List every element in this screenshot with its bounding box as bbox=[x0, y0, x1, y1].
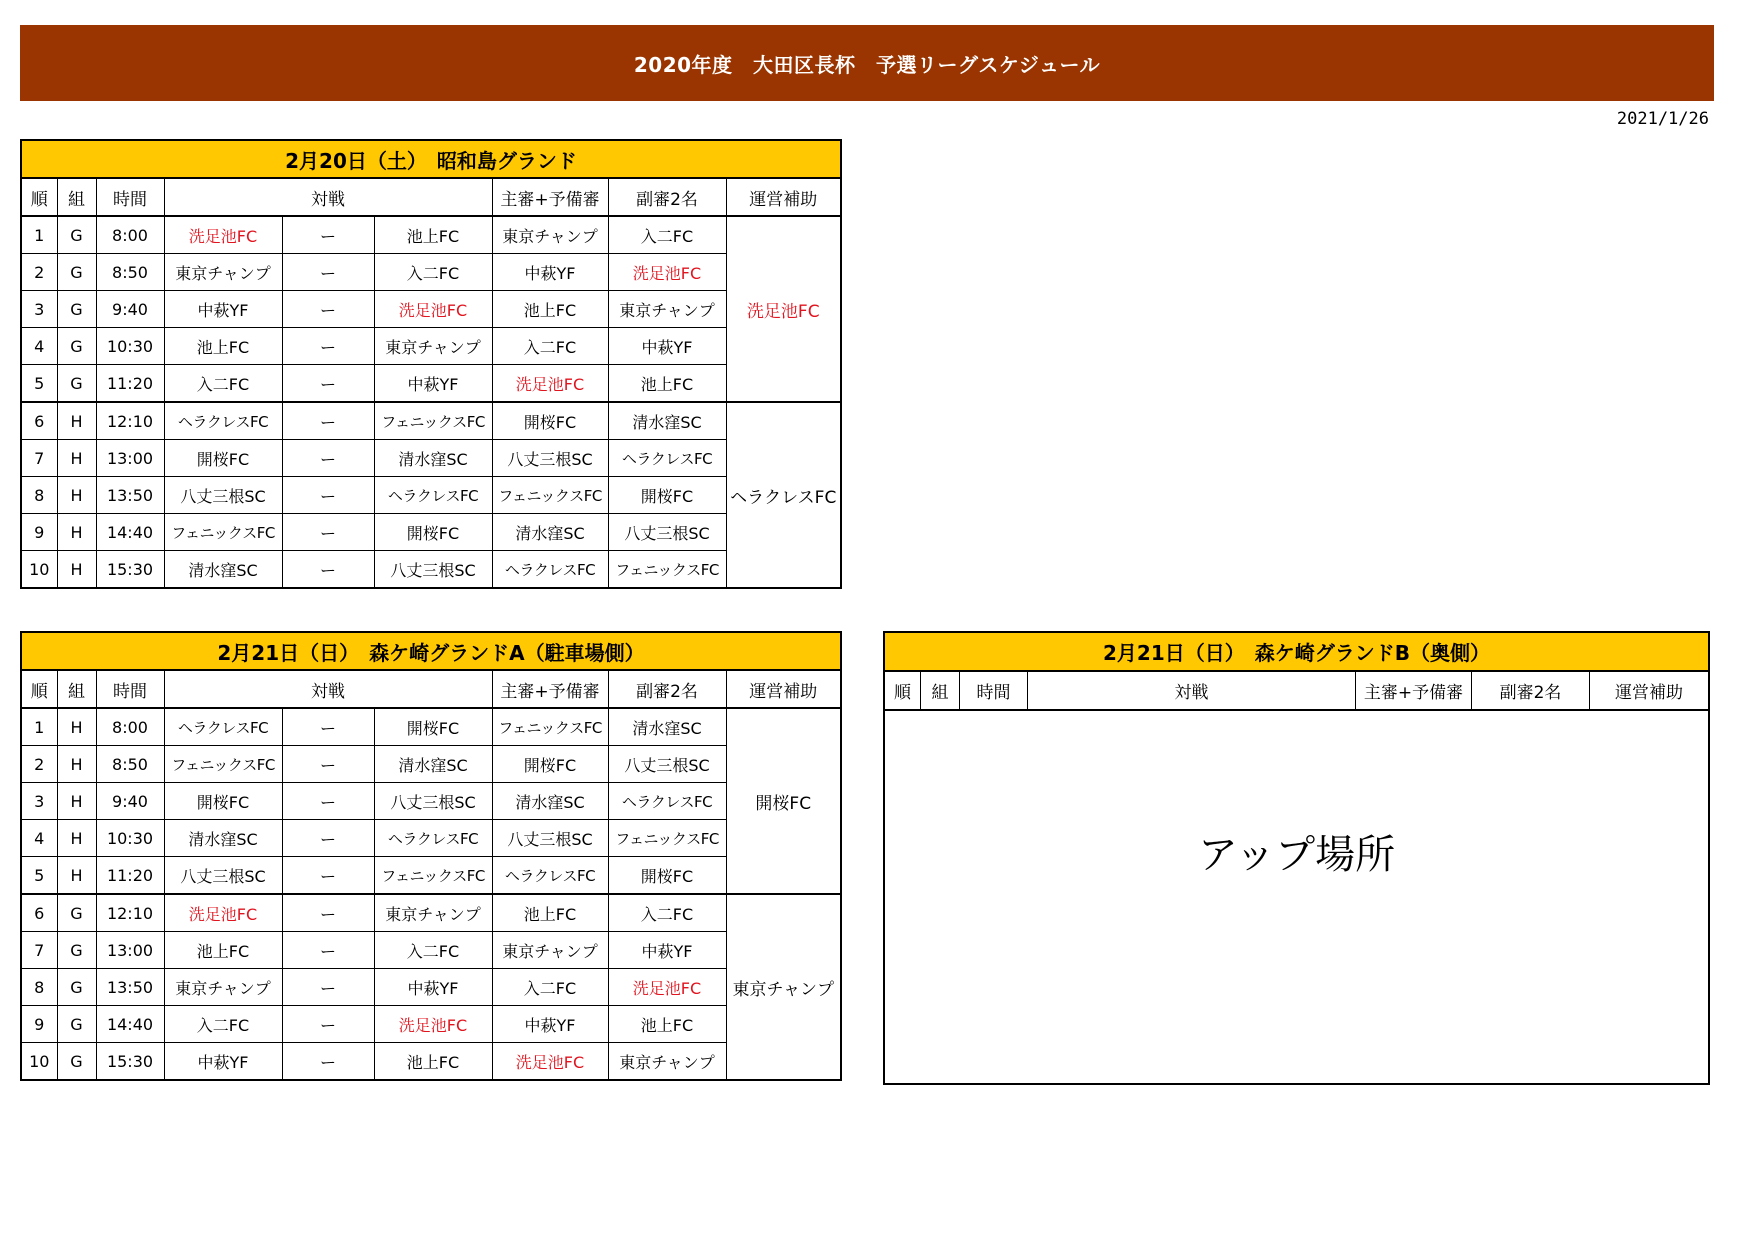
assistants-cell: 東京チャンプ bbox=[608, 1043, 726, 1081]
header-support: 運営補助 bbox=[726, 178, 841, 216]
assistants-cell: 清水窪SC bbox=[608, 402, 726, 440]
away-team-cell: 池上FC bbox=[374, 1043, 492, 1081]
away-team-cell: 入二FC bbox=[374, 254, 492, 291]
time-cell: 11:20 bbox=[96, 365, 164, 403]
versus-dash: ー bbox=[282, 708, 374, 746]
referee-cell: フェニックスFC bbox=[492, 708, 608, 746]
group-cell: H bbox=[57, 551, 96, 589]
home-team-cell: 池上FC bbox=[164, 932, 282, 969]
assistants-cell: 洗足池FC bbox=[608, 254, 726, 291]
header-match: 対戦 bbox=[164, 670, 492, 708]
versus-dash: ー bbox=[282, 514, 374, 551]
away-team-cell: 清水窪SC bbox=[374, 440, 492, 477]
away-team-cell: 八丈三根SC bbox=[374, 783, 492, 820]
away-team-cell: 洗足池FC bbox=[374, 291, 492, 328]
order-cell: 7 bbox=[21, 932, 57, 969]
home-team-cell: 洗足池FC bbox=[164, 894, 282, 932]
referee-cell: 池上FC bbox=[492, 291, 608, 328]
schedule-caption: 2月20日（土） 昭和島グランド bbox=[21, 140, 841, 178]
group-cell: H bbox=[57, 746, 96, 783]
order-cell: 9 bbox=[21, 1006, 57, 1043]
referee-cell: 八丈三根SC bbox=[492, 820, 608, 857]
assistants-cell: ヘラクレスFC bbox=[608, 783, 726, 820]
group-cell: H bbox=[57, 514, 96, 551]
match-row bbox=[21, 783, 841, 820]
group-cell: G bbox=[57, 328, 96, 365]
referee-cell: 清水窪SC bbox=[492, 514, 608, 551]
versus-dash: ー bbox=[282, 440, 374, 477]
group-cell: H bbox=[57, 783, 96, 820]
versus-dash: ー bbox=[282, 365, 374, 403]
order-cell: 10 bbox=[21, 1043, 57, 1081]
group-cell: H bbox=[57, 820, 96, 857]
order-cell: 5 bbox=[21, 365, 57, 403]
referee-cell: 開桜FC bbox=[492, 402, 608, 440]
header-assistants: 副審2名 bbox=[608, 670, 726, 708]
home-team-cell: 清水窪SC bbox=[164, 551, 282, 589]
order-cell: 1 bbox=[21, 216, 57, 254]
home-team-cell: ヘラクレスFC bbox=[164, 708, 282, 746]
panel-b-header-row bbox=[885, 672, 1708, 711]
match-row bbox=[21, 402, 841, 440]
header-match: 対戦 bbox=[1028, 672, 1356, 709]
schedule-panel-morigasaki-b bbox=[883, 631, 1710, 1085]
match-row bbox=[21, 254, 841, 291]
group-cell: G bbox=[57, 1043, 96, 1081]
support-team-cell: 洗足池FC bbox=[726, 216, 841, 402]
time-cell: 10:30 bbox=[96, 820, 164, 857]
time-cell: 14:40 bbox=[96, 514, 164, 551]
assistants-cell: フェニックスFC bbox=[608, 551, 726, 589]
assistants-cell: 開桜FC bbox=[608, 857, 726, 895]
match-row bbox=[21, 551, 841, 589]
versus-dash: ー bbox=[282, 894, 374, 932]
support-team-cell: 東京チャンプ bbox=[726, 894, 841, 1080]
assistants-cell: フェニックスFC bbox=[608, 820, 726, 857]
away-team-cell: 東京チャンプ bbox=[374, 328, 492, 365]
referee-cell: 中萩YF bbox=[492, 1006, 608, 1043]
header-assistants: 副審2名 bbox=[608, 178, 726, 216]
order-cell: 7 bbox=[21, 440, 57, 477]
referee-cell: 入二FC bbox=[492, 969, 608, 1006]
schedule-table-showajima bbox=[20, 139, 842, 589]
home-team-cell: 入二FC bbox=[164, 365, 282, 403]
home-team-cell: 清水窪SC bbox=[164, 820, 282, 857]
versus-dash: ー bbox=[282, 402, 374, 440]
match-row bbox=[21, 969, 841, 1006]
away-team-cell: ヘラクレスFC bbox=[374, 820, 492, 857]
assistants-cell: 八丈三根SC bbox=[608, 746, 726, 783]
time-cell: 8:50 bbox=[96, 746, 164, 783]
referee-cell: 清水窪SC bbox=[492, 783, 608, 820]
home-team-cell: 中萩YF bbox=[164, 291, 282, 328]
page-title: 2020年度 大田区長杯 予選リーグスケジュール bbox=[20, 25, 1714, 101]
header-support: 運営補助 bbox=[1615, 683, 1683, 703]
away-team-cell: ヘラクレスFC bbox=[374, 477, 492, 514]
versus-dash: ー bbox=[282, 216, 374, 254]
home-team-cell: ヘラクレスFC bbox=[164, 402, 282, 440]
match-row bbox=[21, 477, 841, 514]
away-team-cell: 入二FC bbox=[374, 932, 492, 969]
home-team-cell: 開桜FC bbox=[164, 440, 282, 477]
assistants-cell: 入二FC bbox=[608, 894, 726, 932]
match-row bbox=[21, 708, 841, 746]
match-row bbox=[21, 216, 841, 254]
match-row bbox=[21, 1006, 841, 1043]
order-cell: 3 bbox=[21, 291, 57, 328]
assistants-cell: 池上FC bbox=[608, 1006, 726, 1043]
support-team-cell: ヘラクレスFC bbox=[726, 402, 841, 588]
match-row bbox=[21, 746, 841, 783]
versus-dash: ー bbox=[282, 254, 374, 291]
group-cell: G bbox=[57, 254, 96, 291]
group-cell: G bbox=[57, 1006, 96, 1043]
referee-cell: 中萩YF bbox=[492, 254, 608, 291]
home-team-cell: 洗足池FC bbox=[164, 216, 282, 254]
referee-cell: 東京チャンプ bbox=[492, 216, 608, 254]
match-row bbox=[21, 291, 841, 328]
versus-dash: ー bbox=[282, 932, 374, 969]
order-cell: 8 bbox=[21, 969, 57, 1006]
referee-cell: ヘラクレスFC bbox=[492, 857, 608, 895]
match-row bbox=[21, 1043, 841, 1081]
assistants-cell: 池上FC bbox=[608, 365, 726, 403]
assistants-cell: 開桜FC bbox=[608, 477, 726, 514]
header-group: 組 bbox=[57, 178, 96, 216]
away-team-cell: 開桜FC bbox=[374, 708, 492, 746]
time-cell: 10:30 bbox=[96, 328, 164, 365]
versus-dash: ー bbox=[282, 1006, 374, 1043]
group-cell: G bbox=[57, 932, 96, 969]
schedule-table-morigasaki-a bbox=[20, 631, 842, 1081]
time-cell: 8:50 bbox=[96, 254, 164, 291]
header-time: 時間 bbox=[96, 178, 164, 216]
match-row bbox=[21, 857, 841, 895]
time-cell: 11:20 bbox=[96, 857, 164, 895]
group-cell: G bbox=[57, 216, 96, 254]
versus-dash: ー bbox=[282, 477, 374, 514]
time-cell: 15:30 bbox=[96, 1043, 164, 1081]
order-cell: 6 bbox=[21, 894, 57, 932]
time-cell: 13:00 bbox=[96, 440, 164, 477]
group-cell: H bbox=[57, 402, 96, 440]
referee-cell: 洗足池FC bbox=[492, 365, 608, 403]
time-cell: 13:50 bbox=[96, 969, 164, 1006]
order-cell: 3 bbox=[21, 783, 57, 820]
header-order: 順 bbox=[21, 670, 57, 708]
assistants-cell: 洗足池FC bbox=[608, 969, 726, 1006]
versus-dash: ー bbox=[282, 857, 374, 895]
assistants-cell: 入二FC bbox=[608, 216, 726, 254]
away-team-cell: 清水窪SC bbox=[374, 746, 492, 783]
versus-dash: ー bbox=[282, 1043, 374, 1081]
assistants-cell: ヘラクレスFC bbox=[608, 440, 726, 477]
match-row bbox=[21, 365, 841, 403]
time-cell: 14:40 bbox=[96, 1006, 164, 1043]
time-cell: 12:10 bbox=[96, 894, 164, 932]
header-order: 順 bbox=[21, 178, 57, 216]
away-team-cell: 中萩YF bbox=[374, 365, 492, 403]
versus-dash: ー bbox=[282, 746, 374, 783]
home-team-cell: 中萩YF bbox=[164, 1043, 282, 1081]
order-cell: 10 bbox=[21, 551, 57, 589]
home-team-cell: 東京チャンプ bbox=[164, 254, 282, 291]
home-team-cell: 入二FC bbox=[164, 1006, 282, 1043]
referee-cell: 開桜FC bbox=[492, 746, 608, 783]
away-team-cell: 洗足池FC bbox=[374, 1006, 492, 1043]
header-referee: 主審+予備審 bbox=[492, 670, 608, 708]
home-team-cell: 東京チャンプ bbox=[164, 969, 282, 1006]
referee-cell: 洗足池FC bbox=[492, 1043, 608, 1081]
time-cell: 12:10 bbox=[96, 402, 164, 440]
header-referee: 主審+予備審 bbox=[492, 178, 608, 216]
header-time: 時間 bbox=[96, 670, 164, 708]
home-team-cell: 八丈三根SC bbox=[164, 857, 282, 895]
home-team-cell: 八丈三根SC bbox=[164, 477, 282, 514]
header-group: 組 bbox=[57, 670, 96, 708]
group-cell: G bbox=[57, 894, 96, 932]
assistants-cell: 中萩YF bbox=[608, 328, 726, 365]
header-referee: 主審+予備審 bbox=[1356, 672, 1472, 709]
time-cell: 8:00 bbox=[96, 216, 164, 254]
time-cell: 8:00 bbox=[96, 708, 164, 746]
away-team-cell: フェニックスFC bbox=[374, 857, 492, 895]
match-row bbox=[21, 932, 841, 969]
header-group: 組 bbox=[921, 672, 960, 709]
assistants-cell: 清水窪SC bbox=[608, 708, 726, 746]
versus-dash: ー bbox=[282, 328, 374, 365]
away-team-cell: 東京チャンプ bbox=[374, 894, 492, 932]
order-cell: 4 bbox=[21, 820, 57, 857]
away-team-cell: フェニックスFC bbox=[374, 402, 492, 440]
referee-cell: 池上FC bbox=[492, 894, 608, 932]
order-cell: 4 bbox=[21, 328, 57, 365]
match-row bbox=[21, 328, 841, 365]
away-team-cell: 開桜FC bbox=[374, 514, 492, 551]
schedule-caption: 2月21日（日） 森ケ崎グランドA（駐車場側） bbox=[21, 632, 841, 670]
assistants-cell: 中萩YF bbox=[608, 932, 726, 969]
group-cell: H bbox=[57, 477, 96, 514]
order-cell: 9 bbox=[21, 514, 57, 551]
referee-cell: 八丈三根SC bbox=[492, 440, 608, 477]
away-team-cell: 八丈三根SC bbox=[374, 551, 492, 589]
referee-cell: ヘラクレスFC bbox=[492, 551, 608, 589]
home-team-cell: 開桜FC bbox=[164, 783, 282, 820]
panel-b-caption: 2月21日（日） 森ケ崎グランドB（奥側） bbox=[885, 633, 1708, 672]
time-cell: 15:30 bbox=[96, 551, 164, 589]
order-cell: 8 bbox=[21, 477, 57, 514]
assistants-cell: 東京チャンプ bbox=[608, 291, 726, 328]
time-cell: 9:40 bbox=[96, 783, 164, 820]
match-row bbox=[21, 440, 841, 477]
versus-dash: ー bbox=[282, 291, 374, 328]
time-cell: 13:50 bbox=[96, 477, 164, 514]
referee-cell: 東京チャンプ bbox=[492, 932, 608, 969]
home-team-cell: 池上FC bbox=[164, 328, 282, 365]
away-team-cell: 池上FC bbox=[374, 216, 492, 254]
referee-cell: 入二FC bbox=[492, 328, 608, 365]
header-assistants: 副審2名 bbox=[1472, 672, 1590, 709]
versus-dash: ー bbox=[282, 783, 374, 820]
assistants-cell: 八丈三根SC bbox=[608, 514, 726, 551]
versus-dash: ー bbox=[282, 551, 374, 589]
home-team-cell: フェニックスFC bbox=[164, 514, 282, 551]
group-cell: H bbox=[57, 857, 96, 895]
group-cell: H bbox=[57, 708, 96, 746]
time-cell: 9:40 bbox=[96, 291, 164, 328]
versus-dash: ー bbox=[282, 820, 374, 857]
group-cell: G bbox=[57, 969, 96, 1006]
order-cell: 1 bbox=[21, 708, 57, 746]
header-order: 順 bbox=[885, 672, 921, 709]
warmup-area-label: アップ場所 bbox=[1197, 832, 1396, 878]
group-cell: G bbox=[57, 365, 96, 403]
group-cell: H bbox=[57, 440, 96, 477]
document-date: 2021/1/26 bbox=[1616, 109, 1709, 129]
order-cell: 5 bbox=[21, 857, 57, 895]
match-row bbox=[21, 894, 841, 932]
group-cell: G bbox=[57, 291, 96, 328]
order-cell: 2 bbox=[21, 254, 57, 291]
away-team-cell: 中萩YF bbox=[374, 969, 492, 1006]
header-time: 時間 bbox=[960, 672, 1028, 709]
header-support: 運営補助 bbox=[726, 670, 841, 708]
match-row bbox=[21, 820, 841, 857]
home-team-cell: フェニックスFC bbox=[164, 746, 282, 783]
header-match: 対戦 bbox=[164, 178, 492, 216]
order-cell: 6 bbox=[21, 402, 57, 440]
referee-cell: フェニックスFC bbox=[492, 477, 608, 514]
support-team-cell: 開桜FC bbox=[726, 708, 841, 894]
order-cell: 2 bbox=[21, 746, 57, 783]
time-cell: 13:00 bbox=[96, 932, 164, 969]
match-row bbox=[21, 514, 841, 551]
versus-dash: ー bbox=[282, 969, 374, 1006]
